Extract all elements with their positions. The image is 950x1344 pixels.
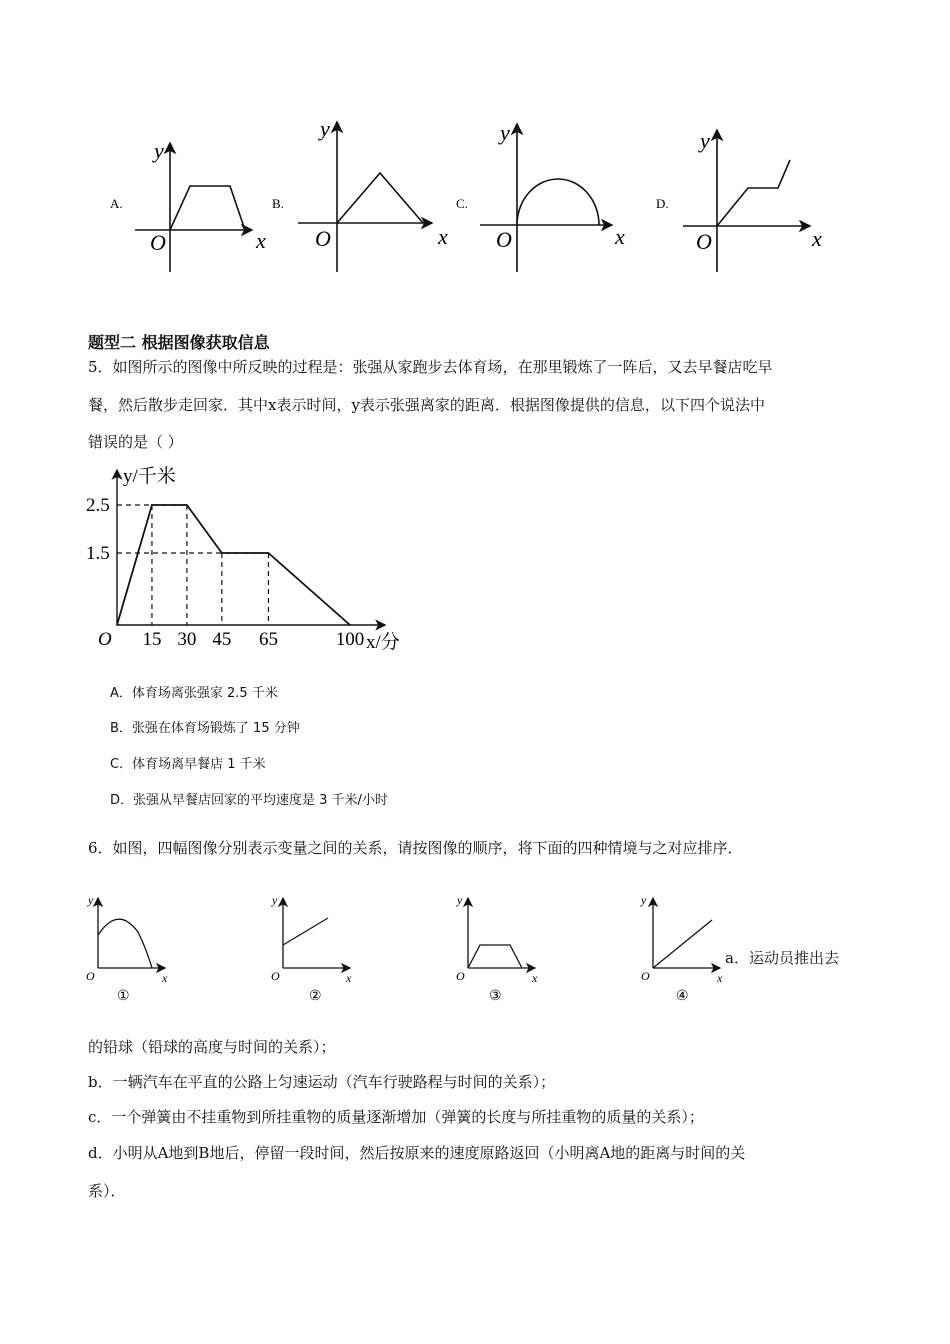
q5-option-b: B．张强在体育场锻炼了 15 分钟	[110, 721, 300, 736]
small-graph-4	[653, 898, 720, 968]
svg-text:y: y	[272, 893, 278, 907]
distance-time-chart	[86, 465, 400, 653]
svg-text:x: x	[346, 971, 352, 985]
data-point	[221, 552, 223, 554]
section-title: 题型二 根据图像获取信息	[88, 333, 270, 352]
axis-label-y: y	[154, 138, 164, 163]
axis-label-y: y	[700, 128, 710, 153]
data-point	[268, 552, 270, 554]
y-tick-label: 2.5	[86, 495, 110, 516]
svg-text:y: y	[641, 893, 647, 907]
data-point	[186, 504, 188, 506]
option-a-label: A.	[110, 196, 123, 211]
option-d-label: D.	[656, 196, 669, 211]
q6-d-line1: d．小明从A地到B地后，停留一段时间，然后按原来的速度原路返回（小明离A地的距离与时间的关	[88, 1144, 746, 1162]
q5-option-d: D．张强从早餐店回家的平均速度是 3 千米/小时	[110, 793, 388, 808]
origin-label: O	[696, 229, 712, 254]
data-point	[116, 624, 118, 626]
svg-text:x: x	[162, 971, 168, 985]
q6-a-start: a．运动员推出去	[725, 949, 839, 967]
q6-b: b．一辆汽车在平直的公路上匀速运动（汽车行驶路程与时间的关系）；	[88, 1073, 556, 1091]
svg-text:y: y	[88, 893, 94, 907]
x-tick-label: 15	[142, 629, 162, 650]
q6-a-cont: 的铅球（铅球的高度与时间的关系）；	[88, 1038, 336, 1056]
svg-text:O: O	[456, 969, 465, 983]
x-tick-label: 30	[177, 629, 197, 650]
x-tick-label: 100	[335, 629, 365, 650]
svg-text:y: y	[457, 893, 463, 907]
axis-label-x: x	[438, 224, 448, 249]
small-graph-2	[283, 898, 350, 968]
q5-text-line2: 餐，然后散步走回家．其中x表示时间，y表示张强离家的距离．根据图像提供的信息，以下四个说法中	[88, 396, 765, 414]
axis-label-x: x	[615, 224, 625, 249]
data-point	[349, 624, 351, 626]
option-c-label: C.	[456, 196, 468, 211]
origin-label: O	[98, 629, 112, 650]
x-axis-title: x/分	[366, 632, 400, 653]
graph-number-1: ①	[117, 989, 130, 1004]
q5-option-c: C．体育场离早餐店 1 千米	[110, 757, 266, 772]
origin-label: O	[150, 230, 166, 255]
axis-label-y: y	[320, 116, 330, 141]
q5-text-line3: 错误的是（ ）	[88, 433, 183, 451]
x-tick-label: 45	[212, 629, 232, 650]
q6-c: c．一个弹簧由不挂重物到所挂重物的质量逐渐增加（弹簧的长度与所挂重物的质量的关系）；	[88, 1108, 704, 1126]
svg-text:O: O	[86, 969, 95, 983]
graph-number-4: ④	[676, 989, 689, 1004]
axis-label-x: x	[256, 228, 266, 253]
graph-number-3: ③	[489, 989, 502, 1004]
axis-label-x: x	[812, 226, 822, 251]
svg-text:O: O	[641, 969, 650, 983]
y-tick-label: 1.5	[86, 543, 110, 564]
q6-text-line1: 6．如图，四幅图像分别表示变量之间的关系，请按图像的顺序，将下面的四种情境与之对应排序．	[88, 839, 743, 857]
svg-text:O: O	[271, 969, 280, 983]
data-point	[151, 504, 153, 506]
svg-text:x: x	[532, 971, 538, 985]
small-graph-3	[468, 898, 535, 968]
origin-label: O	[496, 227, 512, 252]
graph-number-2: ②	[309, 989, 322, 1004]
q6-d-line2: 系）．	[88, 1182, 126, 1200]
axis-label-y: y	[500, 120, 510, 145]
svg-text:x: x	[717, 971, 723, 985]
option-b-label: B.	[272, 196, 284, 211]
y-axis-title: y/千米	[123, 466, 176, 487]
small-graph-1	[98, 898, 165, 968]
origin-label: O	[315, 226, 331, 251]
x-tick-label: 65	[258, 629, 278, 650]
q5-option-a: A．体育场离张强家 2.5 千米	[110, 686, 278, 701]
q5-text-line1: 5．如图所示的图像中所反映的过程是：张强从家跑步去体育场，在那里锻炼了一阵后，又去早餐店吃早	[88, 358, 773, 376]
